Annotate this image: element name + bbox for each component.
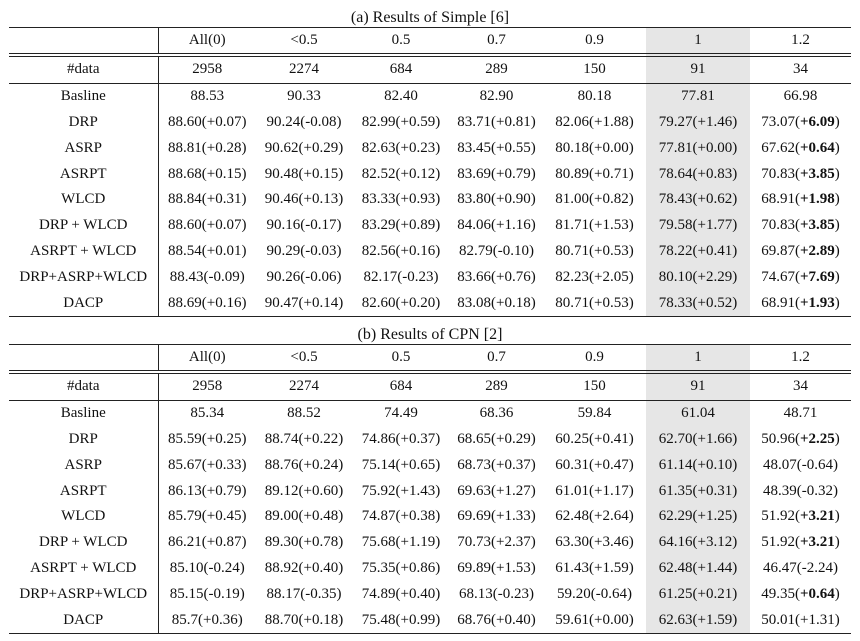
- row-label: #data: [9, 372, 158, 400]
- row-label: WLCD: [9, 504, 158, 530]
- table-cell: 82.40: [384, 88, 418, 105]
- table-row: [9, 400, 851, 426]
- table-cell: 289: [450, 55, 543, 83]
- table-cell: 88.70(+0.18): [264, 611, 344, 628]
- table-cell: 90.47(+0.14): [264, 294, 344, 311]
- table-cell: 79.58(+1.77): [646, 213, 750, 239]
- table-cell: 88.60(+0.07): [168, 113, 247, 130]
- table-cell: 82.90: [479, 88, 514, 105]
- last-suffix: ): [834, 508, 840, 525]
- table-cell: 81.71(+1.53): [555, 217, 634, 234]
- table-row: [9, 55, 851, 83]
- row-label: DRP: [9, 110, 158, 136]
- table-cell: 59.84: [577, 405, 612, 422]
- last-prefix: 68.91(: [761, 294, 800, 311]
- header-cell: 0.9: [585, 32, 604, 48]
- last-prefix: 70.83(: [761, 217, 800, 234]
- table-cell: 68.65(+0.29): [457, 430, 536, 447]
- table-cell: 684: [352, 372, 450, 400]
- last-bold: +3.85: [799, 217, 835, 234]
- table-cell: 80.10(+2.29): [646, 264, 750, 290]
- table-cell: 684: [352, 55, 450, 83]
- row-label: DRP+ASRP+WLCD: [9, 581, 158, 607]
- table-cell-last: [750, 581, 851, 607]
- table-row: [9, 478, 851, 504]
- table-cell: 82.52(+0.12): [361, 165, 441, 182]
- table-row: [9, 83, 851, 109]
- table-cell: 78.22(+0.41): [646, 239, 750, 265]
- table-cell: 62.63(+1.59): [646, 607, 750, 633]
- row-label: DRP: [9, 427, 158, 453]
- table-cell: 75.14(+0.65): [361, 456, 441, 473]
- last-suffix: ): [834, 242, 840, 259]
- table-cell: 77.81: [646, 83, 750, 109]
- table-cell: 83.71(+0.81): [457, 113, 536, 130]
- table-cell: 62.70(+1.66): [646, 427, 750, 453]
- table-row: [9, 504, 851, 530]
- table-cell: 74.89(+0.40): [361, 585, 441, 602]
- last-prefix: 74.67(: [761, 268, 800, 285]
- header-row: [9, 28, 851, 56]
- table-cell: 78.43(+0.62): [646, 187, 750, 213]
- table-cell: 88.76(+0.24): [264, 456, 344, 473]
- table-cell: 80.89(+0.71): [555, 165, 634, 182]
- table-b-block: [9, 325, 851, 634]
- table-cell: 80.71(+0.53): [555, 242, 634, 259]
- table-cell: 75.92(+1.43): [361, 482, 441, 499]
- row-label: ASRPT: [9, 161, 158, 187]
- table-a-block: [9, 8, 851, 317]
- table-cell: 83.45(+0.55): [457, 139, 536, 156]
- row-label: DACP: [9, 607, 158, 633]
- table-cell-last: [750, 135, 851, 161]
- table-row: [9, 372, 851, 400]
- table-cell: 85.34: [190, 405, 225, 422]
- table-cell: 88.69(+0.16): [168, 294, 247, 311]
- table-cell: 88.53: [190, 88, 225, 105]
- table-cell: 82.06(+1.88): [555, 113, 634, 130]
- last-prefix: 70.83(: [761, 165, 800, 182]
- table-row: [9, 607, 851, 633]
- table-cell: 88.52: [287, 405, 321, 422]
- last-prefix: 68.91(: [761, 191, 800, 208]
- table-cell: 69.63(+1.27): [457, 482, 536, 499]
- header-cell: 0.7: [487, 32, 506, 48]
- table-cell: 78.64(+0.83): [646, 161, 750, 187]
- table-cell: 48.71: [783, 405, 818, 422]
- table-row: [9, 213, 851, 239]
- table-row: [9, 161, 851, 187]
- table-cell: 75.48(+0.99): [361, 611, 441, 628]
- last-suffix: ): [834, 294, 840, 311]
- row-label: ASRPT + WLCD: [9, 556, 158, 582]
- table-cell: 89.00(+0.48): [264, 508, 344, 525]
- last-suffix: ): [834, 217, 840, 234]
- last-bold: +3.21: [799, 508, 835, 525]
- table-cell: 90.46(+0.13): [264, 191, 344, 208]
- row-label: Basline: [9, 400, 158, 426]
- table-cell: 59.20(-0.64): [557, 585, 632, 602]
- last-bold: +3.21: [799, 534, 835, 551]
- header-cell: 1.2: [791, 32, 810, 48]
- header-cell: <0.5: [290, 32, 318, 48]
- table-cell: 62.29(+1.25): [646, 504, 750, 530]
- header-cell-empty: [9, 28, 158, 56]
- table-cell: 79.27(+1.46): [646, 110, 750, 136]
- last-suffix: ): [834, 191, 840, 208]
- table-cell: 60.25(+0.41): [555, 430, 634, 447]
- table-cell: 61.01(+1.17): [555, 482, 634, 499]
- table-cell: 63.30(+3.46): [555, 534, 634, 551]
- table-cell: 61.04: [646, 400, 750, 426]
- table-cell: 88.68(+0.15): [168, 165, 247, 182]
- table-cell: 90.33: [287, 88, 321, 105]
- last-prefix: 51.92(: [761, 534, 800, 551]
- table-cell: 88.43(-0.09): [169, 268, 245, 285]
- last-prefix: 50.96(: [761, 430, 800, 447]
- table-a-caption: (a) Results of Simple [6]: [350, 9, 510, 26]
- row-label: DRP + WLCD: [9, 213, 158, 239]
- table-cell: 90.48(+0.15): [264, 165, 344, 182]
- table-cell: 80.18: [577, 88, 612, 105]
- table-cell: 70.73(+2.37): [457, 534, 536, 551]
- last-bold: +0.64: [799, 139, 835, 156]
- last-suffix: ): [834, 534, 840, 551]
- row-label: ASRPT + WLCD: [9, 239, 158, 265]
- table-cell: 2274: [256, 55, 352, 83]
- table-cell: 83.29(+0.89): [361, 217, 441, 234]
- last-suffix: ): [834, 139, 840, 156]
- table-cell: 75.68(+1.19): [361, 534, 441, 551]
- last-prefix: 48.39(-0.32): [763, 482, 838, 499]
- last-suffix: ): [834, 165, 840, 182]
- table-cell: 91: [646, 372, 750, 400]
- table-cell-last: [750, 607, 851, 633]
- table-cell: 68.36: [479, 405, 514, 422]
- table-cell: 90.26(-0.06): [266, 268, 342, 285]
- table-cell: 68.76(+0.40): [457, 611, 536, 628]
- last-bold: +1.98: [799, 191, 835, 208]
- table-cell: 85.59(+0.25): [168, 430, 247, 447]
- table-cell-last: [750, 427, 851, 453]
- table-cell: 85.79(+0.45): [168, 508, 247, 525]
- table-cell: 34: [750, 55, 851, 83]
- table-cell-last: [750, 161, 851, 187]
- header-cell: All(0): [188, 32, 226, 48]
- table-cell: 34: [750, 372, 851, 400]
- table-row: [9, 187, 851, 213]
- last-bold: +2.25: [799, 430, 835, 447]
- results-table-simple: [9, 27, 851, 317]
- row-label: WLCD: [9, 187, 158, 213]
- last-prefix: 67.62(: [761, 139, 800, 156]
- table-cell: 88.74(+0.22): [264, 430, 344, 447]
- table-cell: 86.13(+0.79): [168, 482, 247, 499]
- table-cell: 88.81(+0.28): [168, 139, 247, 156]
- table-cell: 68.13(-0.23): [459, 585, 534, 602]
- table-row: [9, 427, 851, 453]
- table-cell: 78.33(+0.52): [646, 290, 750, 316]
- table-cell: 83.66(+0.76): [457, 268, 536, 285]
- table-cell: 2958: [158, 55, 256, 83]
- header-cell: 0.7: [487, 349, 506, 365]
- table-cell: 83.08(+0.18): [457, 294, 536, 311]
- last-suffix: ): [834, 585, 840, 602]
- last-prefix: 73.07(: [761, 113, 800, 130]
- table-cell: 88.54(+0.01): [168, 242, 247, 259]
- table-cell: 68.73(+0.37): [457, 456, 536, 473]
- last-prefix: 46.47(-2.24): [763, 559, 838, 576]
- table-cell: 61.35(+0.31): [646, 478, 750, 504]
- table-cell-last: [750, 239, 851, 265]
- table-cell: 86.21(+0.87): [168, 534, 247, 551]
- table-cell: 289: [450, 372, 543, 400]
- table-row: [9, 530, 851, 556]
- header-cell: 1: [646, 345, 750, 373]
- table-cell: 90.16(-0.17): [266, 217, 342, 234]
- row-label: ASRPT: [9, 478, 158, 504]
- table-row: [9, 264, 851, 290]
- table-cell-last: [750, 264, 851, 290]
- table-b-caption: (b) Results of CPN [2]: [357, 326, 503, 343]
- last-prefix: 69.87(: [761, 242, 800, 259]
- table-cell: 83.33(+0.93): [361, 191, 441, 208]
- header-row: [9, 345, 851, 373]
- table-cell: 82.17(-0.23): [363, 268, 439, 285]
- table-cell: 75.35(+0.86): [361, 559, 441, 576]
- table-cell-last: [750, 556, 851, 582]
- table-cell: 85.10(-0.24): [169, 559, 245, 576]
- table-cell: 85.15(-0.19): [169, 585, 245, 602]
- table-cell: 61.14(+0.10): [646, 452, 750, 478]
- table-cell: 66.98: [783, 88, 818, 105]
- table-cell: 62.48(+1.44): [646, 556, 750, 582]
- table-cell: 61.25(+0.21): [646, 581, 750, 607]
- table-cell: 80.71(+0.53): [555, 294, 634, 311]
- row-label: DRP + WLCD: [9, 530, 158, 556]
- table-row: [9, 135, 851, 161]
- table-row: [9, 452, 851, 478]
- last-suffix: ): [834, 430, 840, 447]
- table-row: [9, 110, 851, 136]
- last-bold: +2.89: [799, 242, 835, 259]
- table-cell: 90.29(-0.03): [266, 242, 342, 259]
- table-cell: 69.69(+1.33): [457, 508, 536, 525]
- row-label: #data: [9, 55, 158, 83]
- table-cell-last: [750, 478, 851, 504]
- table-cell-last: [750, 110, 851, 136]
- table-cell: 83.80(+0.90): [457, 191, 536, 208]
- table-cell: 84.06(+1.16): [457, 217, 536, 234]
- table-cell: 74.87(+0.38): [361, 508, 441, 525]
- table-cell: 60.31(+0.47): [555, 456, 634, 473]
- header-cell: 1: [646, 28, 750, 56]
- last-prefix: 49.35(: [761, 585, 800, 602]
- last-bold: +3.85: [799, 165, 835, 182]
- last-suffix: ): [834, 268, 840, 285]
- row-label: Basline: [9, 83, 158, 109]
- results-table-cpn: [9, 344, 851, 634]
- table-cell: 82.63(+0.23): [361, 139, 441, 156]
- last-prefix: 50.01(+1.31): [761, 611, 840, 628]
- table-cell: 88.84(+0.31): [168, 191, 247, 208]
- table-cell: 90.24(-0.08): [266, 113, 342, 130]
- table-cell-last: [750, 504, 851, 530]
- table-cell: 150: [543, 372, 646, 400]
- header-cell: 0.5: [391, 32, 411, 48]
- table-cell: 90.62(+0.29): [264, 139, 344, 156]
- row-label: DRP+ASRP+WLCD: [9, 264, 158, 290]
- table-cell: 74.49: [384, 405, 418, 422]
- header-cell: <0.5: [290, 349, 318, 365]
- table-cell: 82.79(-0.10): [459, 242, 534, 259]
- table-cell: 82.99(+0.59): [361, 113, 441, 130]
- table-cell: 2274: [256, 372, 352, 400]
- table-cell: 82.56(+0.16): [361, 242, 441, 259]
- table-cell: 2958: [158, 372, 256, 400]
- table-cell: 89.12(+0.60): [264, 482, 344, 499]
- table-cell-last: [750, 187, 851, 213]
- header-cell: 0.5: [391, 349, 411, 365]
- table-cell: 74.86(+0.37): [361, 430, 441, 447]
- row-label: ASRP: [9, 452, 158, 478]
- table-cell: 150: [543, 55, 646, 83]
- last-bold: +1.93: [799, 294, 835, 311]
- table-cell: 85.7(+0.36): [171, 611, 243, 628]
- table-cell-last: [750, 290, 851, 316]
- header-cell: 0.9: [585, 349, 604, 365]
- table-cell: 62.48(+2.64): [555, 508, 634, 525]
- table-cell: 64.16(+3.12): [646, 530, 750, 556]
- table-cell-last: [750, 530, 851, 556]
- table-cell: 77.81(+0.00): [646, 135, 750, 161]
- table-cell: 59.61(+0.00): [555, 611, 634, 628]
- table-row: [9, 239, 851, 265]
- table-cell: 61.43(+1.59): [555, 559, 634, 576]
- row-label: DACP: [9, 290, 158, 316]
- table-cell: 82.60(+0.20): [361, 294, 441, 311]
- table-cell: 82.23(+2.05): [555, 268, 634, 285]
- table-cell-last: [750, 213, 851, 239]
- table-row: [9, 290, 851, 316]
- table-row: [9, 581, 851, 607]
- table-row: [9, 556, 851, 582]
- table-cell: 88.17(-0.35): [266, 585, 342, 602]
- last-bold: +6.09: [799, 113, 835, 130]
- last-bold: +0.64: [799, 585, 835, 602]
- table-cell: 89.30(+0.78): [264, 534, 344, 551]
- last-bold: +7.69: [799, 268, 835, 285]
- header-cell-empty: [9, 345, 158, 373]
- table-cell: 80.18(+0.00): [555, 139, 634, 156]
- row-label: ASRP: [9, 135, 158, 161]
- header-cell: 1.2: [791, 349, 810, 365]
- table-cell: 88.60(+0.07): [168, 217, 247, 234]
- last-prefix: 48.07(-0.64): [763, 456, 838, 473]
- last-prefix: 51.92(: [761, 508, 800, 525]
- table-cell: 91: [646, 55, 750, 83]
- table-cell: 83.69(+0.79): [457, 165, 536, 182]
- table-cell-last: [750, 452, 851, 478]
- header-cell: All(0): [188, 349, 226, 365]
- table-cell: 81.00(+0.82): [555, 191, 634, 208]
- last-suffix: ): [834, 113, 840, 130]
- table-cell: 85.67(+0.33): [168, 456, 247, 473]
- table-cell: 88.92(+0.40): [264, 559, 344, 576]
- table-cell: 69.89(+1.53): [457, 559, 536, 576]
